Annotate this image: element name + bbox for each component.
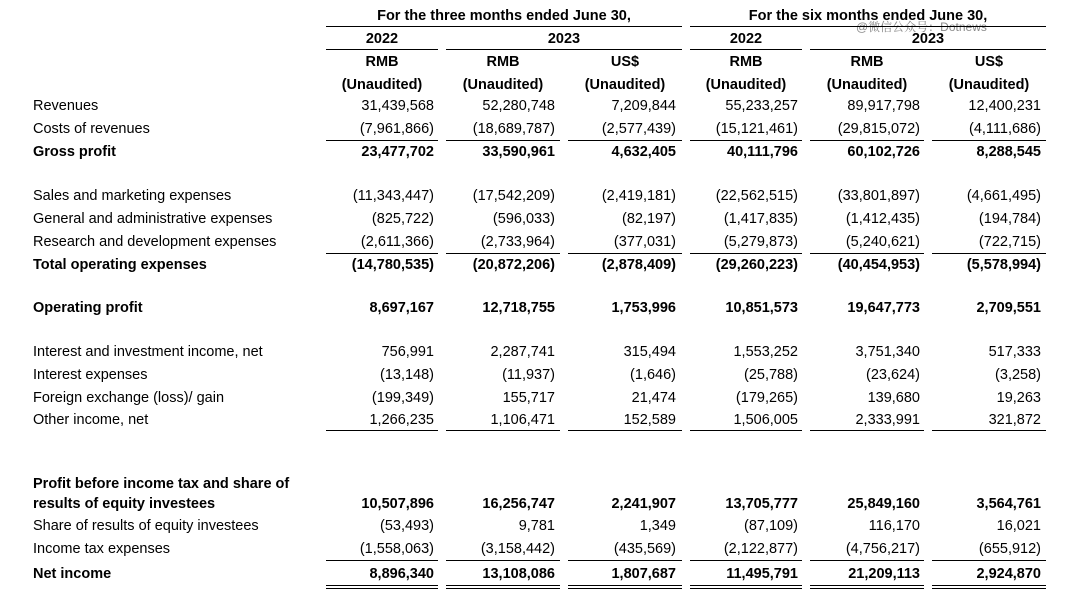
value-cell: (82,197) — [621, 211, 676, 227]
value-cell: (17,542,209) — [472, 188, 555, 204]
subtotal-rule — [932, 430, 1046, 431]
value-cell: 10,851,573 — [725, 300, 798, 316]
year-rule — [810, 49, 1046, 50]
value-cell: (2,733,964) — [480, 234, 555, 250]
total-double-rule — [932, 585, 1046, 586]
value-cell: 9,781 — [518, 518, 555, 534]
value-cell: 3,751,340 — [855, 344, 920, 360]
value-cell: 4,632,405 — [611, 144, 676, 160]
total-double-rule — [810, 585, 924, 586]
value-cell: 2,924,870 — [976, 566, 1041, 582]
unaudited-header: (Unaudited) — [826, 77, 908, 93]
value-cell: (22,562,515) — [715, 188, 798, 204]
value-cell: (40,454,953) — [837, 257, 920, 273]
value-cell: 16,021 — [996, 518, 1041, 534]
value-cell: 1,753,996 — [611, 300, 676, 316]
value-cell: 21,209,113 — [848, 566, 920, 582]
value-cell: 152,589 — [623, 412, 676, 428]
subtotal-rule — [326, 253, 438, 254]
total-double-rule — [446, 588, 560, 589]
year-rule — [326, 49, 438, 50]
value-cell: (2,419,181) — [601, 188, 676, 204]
subtotal-rule — [690, 140, 802, 141]
value-cell: 1,807,687 — [611, 566, 676, 582]
subtotal-rule — [326, 430, 438, 431]
value-cell: (53,493) — [379, 518, 434, 534]
row-label: Research and development expenses — [33, 234, 277, 250]
value-cell: (377,031) — [613, 234, 676, 250]
subtotal-rule — [810, 560, 924, 561]
value-cell: 31,439,568 — [361, 98, 434, 114]
value-cell: (2,878,409) — [601, 257, 676, 273]
value-cell: (33,801,897) — [837, 188, 920, 204]
value-cell: (1,558,063) — [359, 541, 434, 557]
row-label: Operating profit — [33, 300, 143, 316]
value-cell: (25,788) — [743, 367, 798, 383]
value-cell: (5,578,994) — [966, 257, 1041, 273]
value-cell: 13,108,086 — [482, 566, 555, 582]
year-rule — [446, 49, 682, 50]
value-cell: 52,280,748 — [482, 98, 555, 114]
subtotal-rule — [690, 430, 802, 431]
total-double-rule — [568, 588, 682, 589]
subtotal-rule — [932, 253, 1046, 254]
subtotal-rule — [810, 430, 924, 431]
value-cell: 2,333,991 — [855, 412, 920, 428]
subtotal-rule — [326, 560, 438, 561]
year-header: 2022 — [365, 31, 399, 47]
value-cell: 12,400,231 — [968, 98, 1041, 114]
row-label: Interest and investment income, net — [33, 344, 263, 360]
value-cell: 60,102,726 — [847, 144, 920, 160]
value-cell: (2,577,439) — [601, 121, 676, 137]
value-cell: 517,333 — [988, 344, 1041, 360]
subtotal-rule — [446, 430, 560, 431]
unaudited-header: (Unaudited) — [341, 77, 423, 93]
subtotal-rule — [690, 253, 802, 254]
value-cell: 19,263 — [996, 390, 1041, 406]
currency-header: RMB — [850, 54, 884, 70]
value-cell: (2,122,877) — [723, 541, 798, 557]
value-cell: (87,109) — [743, 518, 798, 534]
value-cell: 1,349 — [639, 518, 676, 534]
value-cell: (4,111,686) — [968, 121, 1041, 137]
value-cell: (14,780,535) — [351, 257, 434, 273]
total-double-rule — [932, 588, 1046, 589]
subtotal-rule — [568, 253, 682, 254]
currency-header: RMB — [729, 54, 763, 70]
value-cell: (1,646) — [630, 367, 676, 383]
value-cell: 8,288,545 — [976, 144, 1041, 160]
value-cell: 40,111,796 — [727, 144, 798, 160]
value-cell: (20,872,206) — [472, 257, 555, 273]
value-cell: 2,241,907 — [611, 496, 676, 512]
year-header: 2023 — [911, 31, 945, 47]
row-label: General and administrative expenses — [33, 211, 273, 227]
value-cell: 139,680 — [867, 390, 920, 406]
value-cell: (825,722) — [371, 211, 434, 227]
value-cell: (5,279,873) — [723, 234, 798, 250]
watermark: @微信公众号：Dotnews — [856, 20, 987, 34]
total-double-rule — [690, 588, 802, 589]
row-label: Other income, net — [33, 412, 149, 428]
value-cell: 321,872 — [988, 412, 1041, 428]
value-cell: 155,717 — [502, 390, 555, 406]
value-cell: 315,494 — [623, 344, 676, 360]
value-cell: (194,784) — [978, 211, 1041, 227]
value-cell: (7,961,866) — [359, 121, 434, 137]
year-rule — [690, 49, 802, 50]
value-cell: (1,412,435) — [845, 211, 920, 227]
value-cell: 1,553,252 — [733, 344, 798, 360]
value-cell: 1,106,471 — [490, 412, 555, 428]
value-cell: 19,647,773 — [847, 300, 920, 316]
total-double-rule — [326, 585, 438, 586]
total-double-rule — [810, 588, 924, 589]
currency-header: RMB — [365, 54, 399, 70]
subtotal-rule — [568, 430, 682, 431]
unaudited-header: (Unaudited) — [705, 77, 787, 93]
value-cell: 116,170 — [868, 518, 920, 534]
row-label: Gross profit — [33, 144, 116, 160]
value-cell: (435,569) — [613, 541, 676, 557]
value-cell: 23,477,702 — [361, 144, 434, 160]
value-cell: (11,343,447) — [352, 188, 434, 204]
value-cell: 89,917,798 — [847, 98, 920, 114]
value-cell: 7,209,844 — [611, 98, 676, 114]
value-cell: (3,258) — [995, 367, 1041, 383]
value-cell: (722,715) — [978, 234, 1041, 250]
value-cell: (1,417,835) — [723, 211, 798, 227]
value-cell: 33,590,961 — [482, 144, 555, 160]
year-header: 2023 — [547, 31, 581, 47]
row-label: Foreign exchange (loss)/ gain — [33, 390, 225, 406]
value-cell: (4,756,217) — [845, 541, 920, 557]
year-header: 2022 — [729, 31, 763, 47]
row-label: Total operating expenses — [33, 257, 207, 273]
value-cell: (11,937) — [502, 367, 555, 383]
period-rule — [690, 26, 1046, 27]
value-cell: 55,233,257 — [725, 98, 798, 114]
value-cell: (29,260,223) — [715, 257, 798, 273]
value-cell: (5,240,621) — [845, 234, 920, 250]
value-cell: (18,689,787) — [472, 121, 555, 137]
row-label: Revenues — [33, 98, 99, 114]
value-cell: 2,287,741 — [490, 344, 555, 360]
currency-header: US$ — [610, 54, 640, 70]
value-cell: 11,495,791 — [726, 566, 798, 582]
row-label: Net income — [33, 566, 112, 582]
value-cell: (199,349) — [371, 390, 434, 406]
subtotal-rule — [446, 140, 560, 141]
row-label: Interest expenses — [33, 367, 148, 383]
subtotal-rule — [446, 253, 560, 254]
row-label: Sales and marketing expenses — [33, 188, 232, 204]
value-cell: (4,661,495) — [966, 188, 1041, 204]
value-cell: 1,506,005 — [733, 412, 798, 428]
subtotal-rule — [326, 140, 438, 141]
total-double-rule — [690, 585, 802, 586]
subtotal-rule — [568, 140, 682, 141]
value-cell: (655,912) — [978, 541, 1041, 557]
subtotal-rule — [568, 560, 682, 561]
row-label: Costs of revenues — [33, 121, 150, 137]
total-double-rule — [568, 585, 682, 586]
value-cell: 10,507,896 — [361, 496, 434, 512]
value-cell: (179,265) — [735, 390, 798, 406]
unaudited-header: (Unaudited) — [948, 77, 1030, 93]
value-cell: 8,896,340 — [369, 566, 434, 582]
unaudited-header: (Unaudited) — [462, 77, 544, 93]
total-double-rule — [326, 588, 438, 589]
value-cell: 3,564,761 — [976, 496, 1041, 512]
period-header-six-months: For the six months ended June 30, — [748, 8, 988, 24]
value-cell: (13,148) — [379, 367, 434, 383]
value-cell: (3,158,442) — [480, 541, 555, 557]
row-label: Share of results of equity investees — [33, 518, 259, 534]
row-label: results of equity investees — [33, 496, 216, 512]
value-cell: 25,849,160 — [847, 496, 920, 512]
subtotal-rule — [810, 140, 924, 141]
value-cell: (596,033) — [492, 211, 555, 227]
value-cell: (15,121,461) — [715, 121, 798, 137]
value-cell: 1,266,235 — [369, 412, 434, 428]
period-header-three-months: For the three months ended June 30, — [377, 8, 631, 24]
value-cell: (2,611,366) — [360, 234, 434, 250]
subtotal-rule — [932, 140, 1046, 141]
subtotal-rule — [932, 560, 1046, 561]
value-cell: (23,624) — [865, 367, 920, 383]
period-rule — [326, 26, 682, 27]
value-cell: 2,709,551 — [976, 300, 1041, 316]
value-cell: 21,474 — [631, 390, 676, 406]
subtotal-rule — [690, 560, 802, 561]
value-cell: 756,991 — [381, 344, 434, 360]
value-cell: (29,815,072) — [837, 121, 920, 137]
row-label: Income tax expenses — [33, 541, 171, 557]
currency-header: US$ — [974, 54, 1004, 70]
total-double-rule — [446, 585, 560, 586]
value-cell: 16,256,747 — [482, 496, 555, 512]
subtotal-rule — [810, 253, 924, 254]
value-cell: 13,705,777 — [725, 496, 798, 512]
value-cell: 8,697,167 — [369, 300, 434, 316]
currency-header: RMB — [486, 54, 520, 70]
subtotal-rule — [446, 560, 560, 561]
row-label: Profit before income tax and share of — [33, 476, 290, 492]
unaudited-header: (Unaudited) — [584, 77, 666, 93]
value-cell: 12,718,755 — [482, 300, 555, 316]
